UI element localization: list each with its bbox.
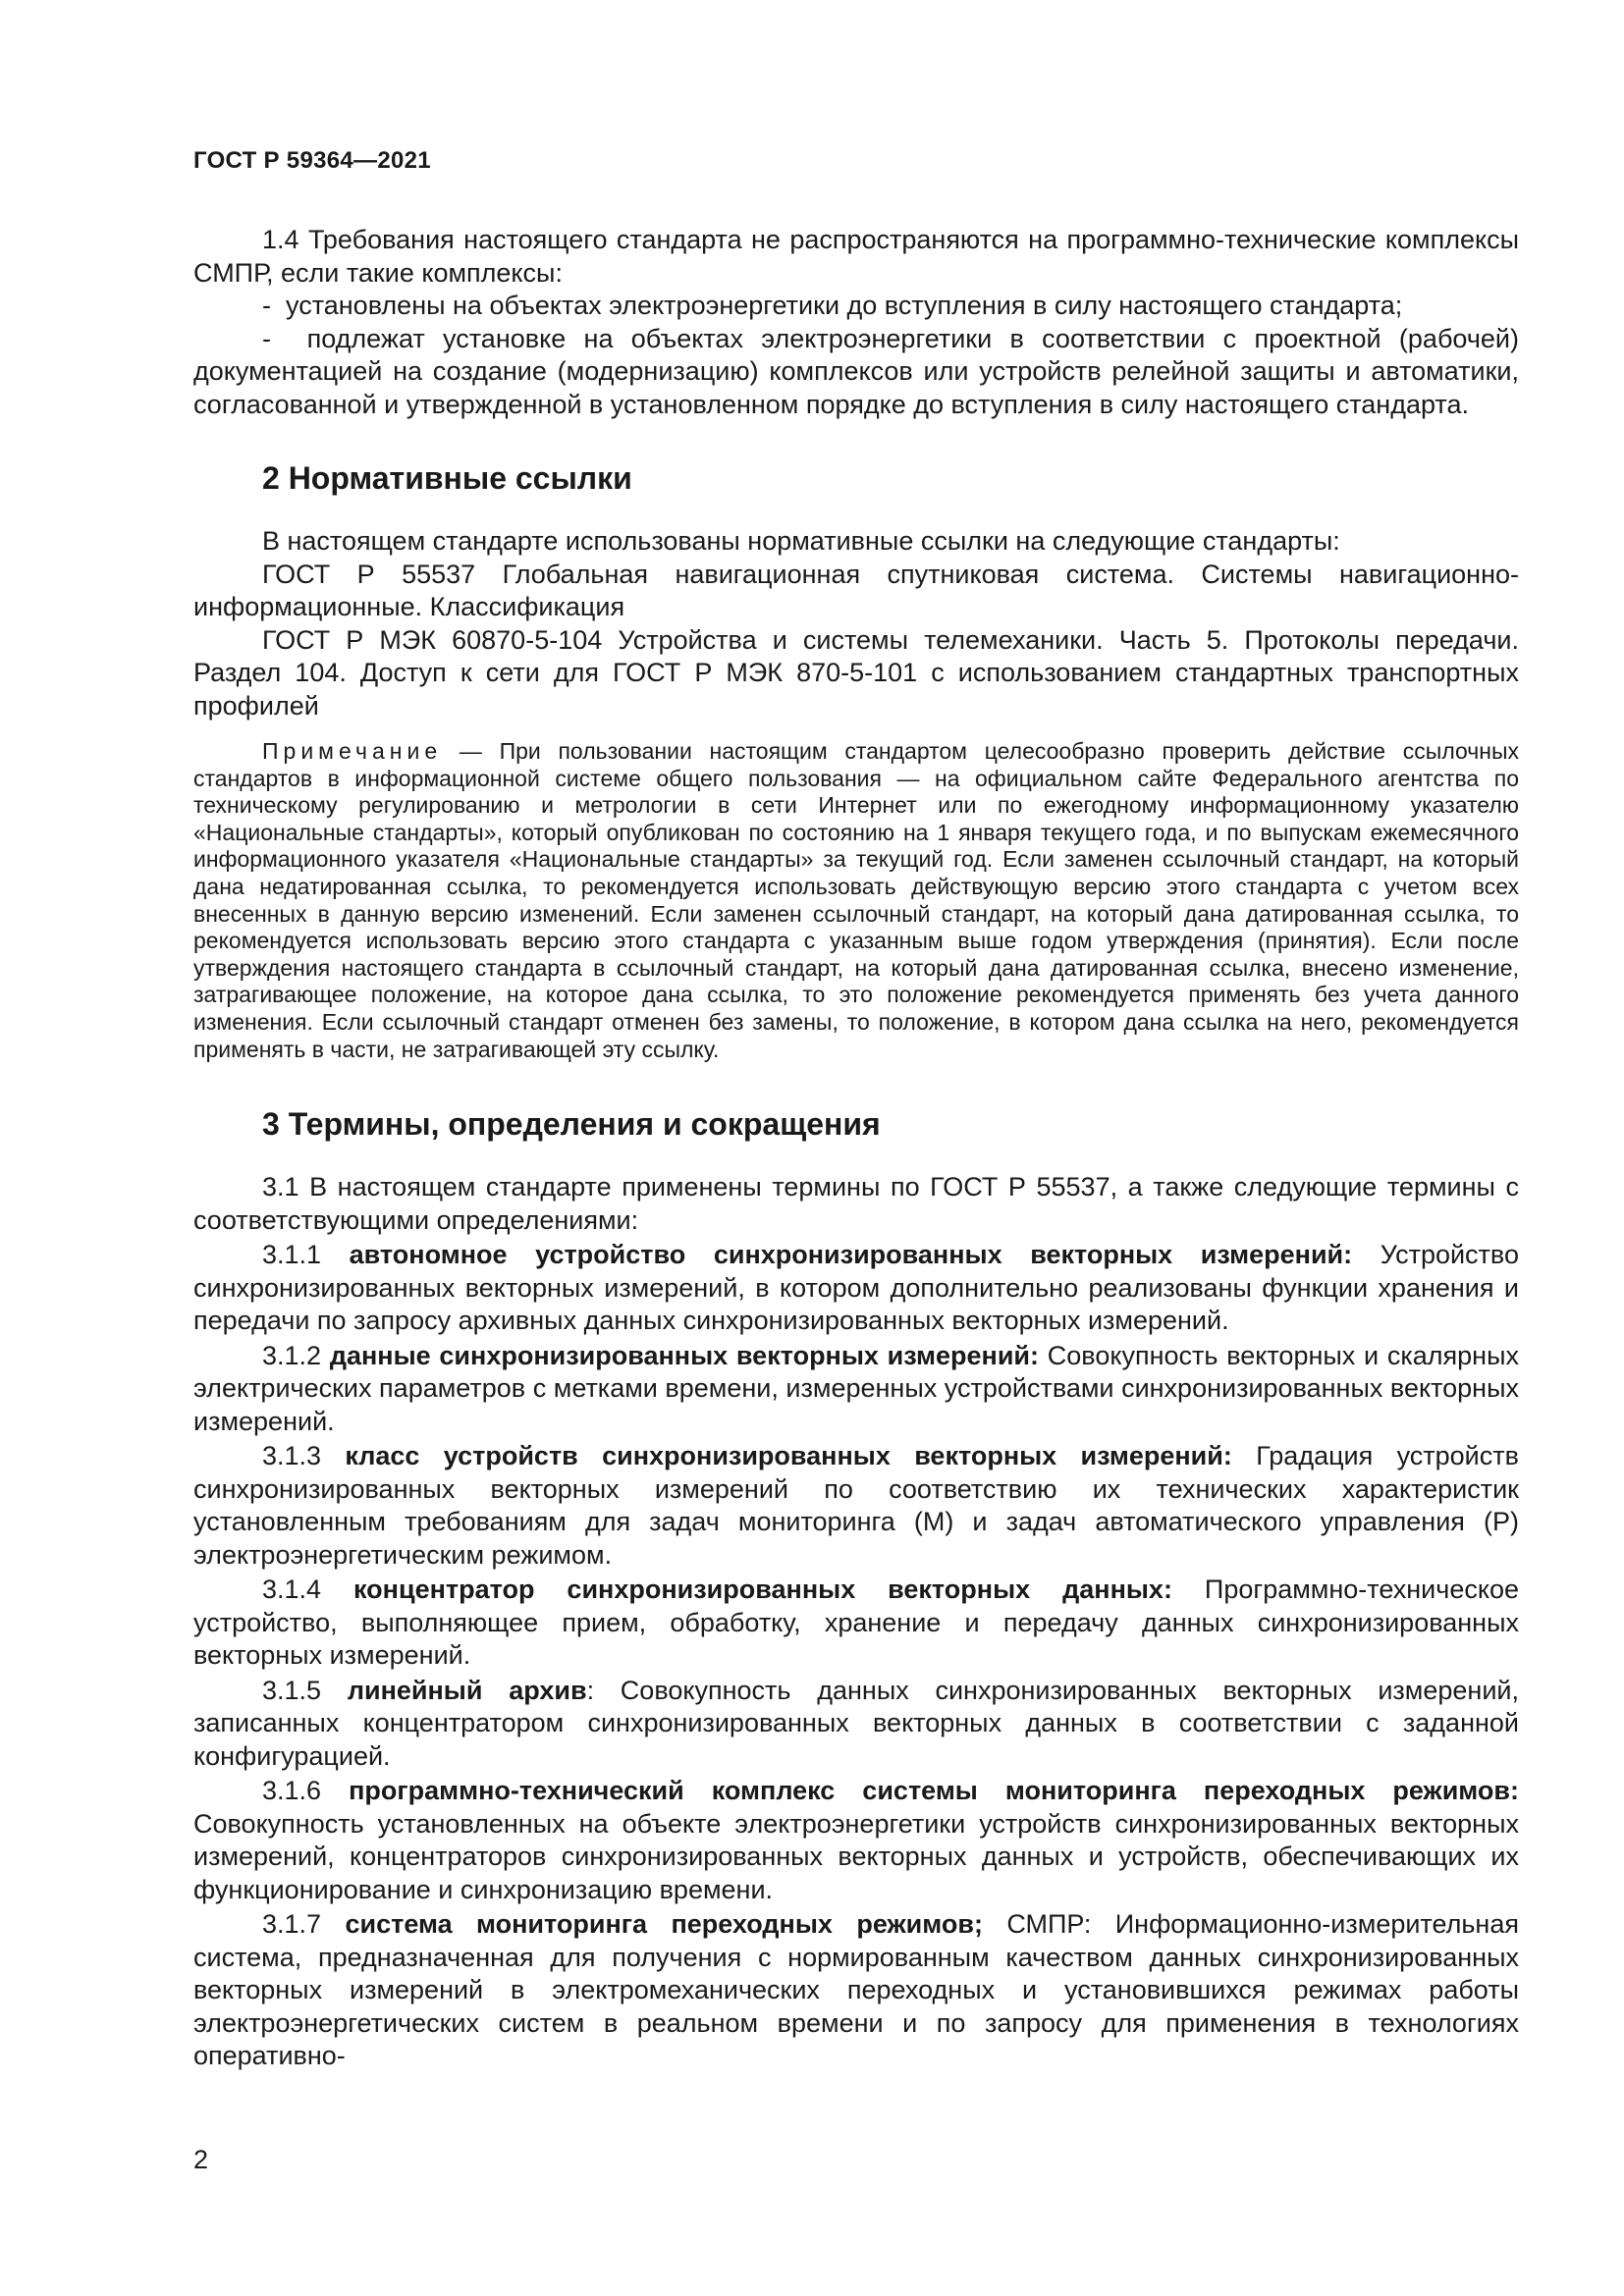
note-label: Примечание [262,738,443,764]
section-2-title: 2 Нормативные ссылки [262,460,632,496]
page-content [193,224,1519,2073]
clause-1-4: 1.4 Требования настоящего стандарта не распространяются на программно-технические комплексы СМПР, если такие комплексы: [193,225,1519,288]
term-definition: 3.1.2 данные синхронизированных векторных измерений: Совокупность векторных и скалярных электрических параметров с метками времени, измеренных устройствами синхронизированных векторных измерений. [193,1340,1519,1436]
note-text: — При пользовании настоящим стандартом целесообразно проверить действие ссылочных стандартов в информационной системе общего пользования — на официальном сайте Федерального агентства по техническому регулированию и метрологии в сети Интернет или по ежегодному информационному указателю «Национальные стандарты», который опубликован по состоянию на 1 января текущего года, и по выпускам ежемесячного информационного указателя «Национальные стандарты» за текущий год. Если заменен ссылочный стандарт, на который дана недатированная ссылка, то рекомендуется использовать действующую версию этого стандарта с учетом всех внесенных в данную версию изменений. Если заменен ссылочный стандарт, на который дана датированная ссылка, то рекомендуется использовать версию этого стандарта с указанным выше годом утверждения (принятия). Если после утверждения настоящего стандарта в ссылочный стандарт, на который дана датированная ссылка, внесено изменение, затрагивающее положение, на которое дана ссылка, то это положение рекомендуется применять без учета данного изменения. Если ссылочный стандарт отменен без замены, то положение, в котором дана ссылка на него, рекомендуется применять в части, не затрагивающей эту ссылку. [193,738,1519,1062]
reference-item: ГОСТ Р 55537 Глобальная навигационная спутниковая система. Системы навигационно-информационные. Классификация [193,559,1519,621]
term-definition: 3.1.7 система мониторинга переходных режимов; СМПР: Информационно-измерительная система, предназначенная для получения с нормированным качеством данных синхронизированных векторных измерений в электромеханических переходных и установившихся режимах работы электроэнергетических систем в реальном времени и по запросу для применения в технологиях оперативно- [193,1909,1519,2071]
page-number: 2 [193,2145,209,2174]
bullet-item: - подлежат установке на объектах электроэнергетики в соответствии с проектной (рабочей) документацией на создание (модернизацию) комплексов или устройств релейной защиты и автоматики, согласованной и утвержденной в установленном порядке до вступления в силу настоящего стандарта. [193,323,1519,419]
section-2-intro: В настоящем стандарте использованы нормативные ссылки на следующие стандарты: [262,526,1340,556]
term-definition: 3.1.1 автономное устройство синхронизированных векторных измерений: Устройство синхронизированных векторных измерений, в котором дополнительно реализованы функции хранения и передачи по запросу архивных данных синхронизированных векторных измерений. [193,1240,1519,1336]
reference-note [193,738,1519,1063]
document-code-header: ГОСТ Р 59364—2021 [193,147,431,174]
term-definition: 3.1.4 концентратор синхронизированных векторных данных: Программно-техническое устройство, выполняющее прием, обработку, хранение и передачу данных синхронизированных векторных измерений. [193,1575,1519,1671]
reference-item: ГОСТ Р МЭК 60870-5-104 Устройства и системы телемеханики. Часть 5. Протоколы передачи. Раздел 104. Доступ к сети для ГОСТ Р МЭК 870-5-101 с использованием стандартных транспортных профилей [193,624,1519,721]
term-definition: 3.1.3 класс устройств синхронизированных векторных измерений: Градация устройств синхронизированных векторных измерений по соответствию их технических характеристик установленным требованиям для задач мониторинга (М) и задач автоматического управления (Р) электроэнергетическим режимом. [193,1441,1519,1570]
section-3-intro: 3.1 В настоящем стандарте применены термины по ГОСТ Р 55537, а также следующие термины с соответствующими определениями: [193,1172,1519,1235]
term-definition: 3.1.5 линейный архив: Совокупность данных синхронизированных векторных измерений, записанных концентратором синхронизированных векторных данных в соответствии с заданной конфигурацией. [193,1675,1519,1771]
term-definition: 3.1.6 программно-технический комплекс системы мониторинга переходных режимов: Совокупность установленных на объекте электроэнергетики устройств синхронизированных векторных измерений, концентраторов синхронизированных векторных данных и устройств, обеспечивающих их функционирование и синхронизацию времени. [193,1776,1519,1904]
bullet-item: - установлены на объектах электроэнергетики до вступления в силу настоящего стандарта; [262,291,1403,320]
section-3-title: 3 Термины, определения и сокращения [262,1106,881,1143]
